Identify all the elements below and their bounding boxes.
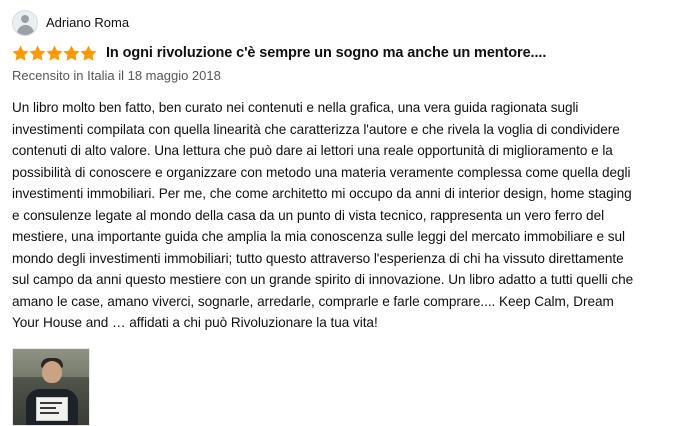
star-icon xyxy=(80,45,97,61)
star-rating[interactable] xyxy=(12,45,97,61)
reviewer-profile[interactable] xyxy=(12,10,661,36)
review-body-text: Un libro molto ben fatto, ben curato nei contenuti e nella grafica, una vera guida ragionata sugli investimenti compilata con quella linearità che caratterizza l'autore e che rivela la voglia di condividere contenuti di alto valore. Una lettura che può dare ai lettori una reale opportunità di miglioramento e la possibilità di conoscere e organizzare con metodo una materia veramente complessa come quella degli investimenti immobiliari. Per me, che come architetto mi occupo da anni di interior design, home staging e consulenze legate al mondo della casa da un punto di vista tecnico, rappresenta un vero ferro del mestiere, una importante guida che amplia la mia conoscenza sulle leggi del mercato immobiliare e sul mondo degli investimenti immobiliari; tutto questo attraverso l'esperienza di chi ha vissuto direttamente sul campo da anni questo mestiere con un grande spirito di innovazione. Un libro adatto a tutti quelli che amano le case, amano viverci, sognarle, arredarle, comprarle e farle comprare.... Keep Calm, Dream Your House and … affidati a chi può Rivoluzionare la tua vita! xyxy=(12,100,634,330)
star-icon xyxy=(46,45,63,61)
review-photo-thumbnail[interactable] xyxy=(12,348,90,426)
star-icon xyxy=(63,45,80,61)
reviewer-name[interactable]: Adriano Roma xyxy=(46,15,130,30)
review-title[interactable]: In ogni rivoluzione c'è sempre un sogno ma anche un mentore.... xyxy=(106,45,547,61)
review-date-location: Recensito in Italia il 18 maggio 2018 xyxy=(12,68,221,83)
star-icon xyxy=(29,45,46,61)
star-icon xyxy=(12,45,29,61)
user-avatar-icon xyxy=(12,10,38,36)
review-title-row xyxy=(12,45,661,61)
review-media-row xyxy=(12,348,661,426)
